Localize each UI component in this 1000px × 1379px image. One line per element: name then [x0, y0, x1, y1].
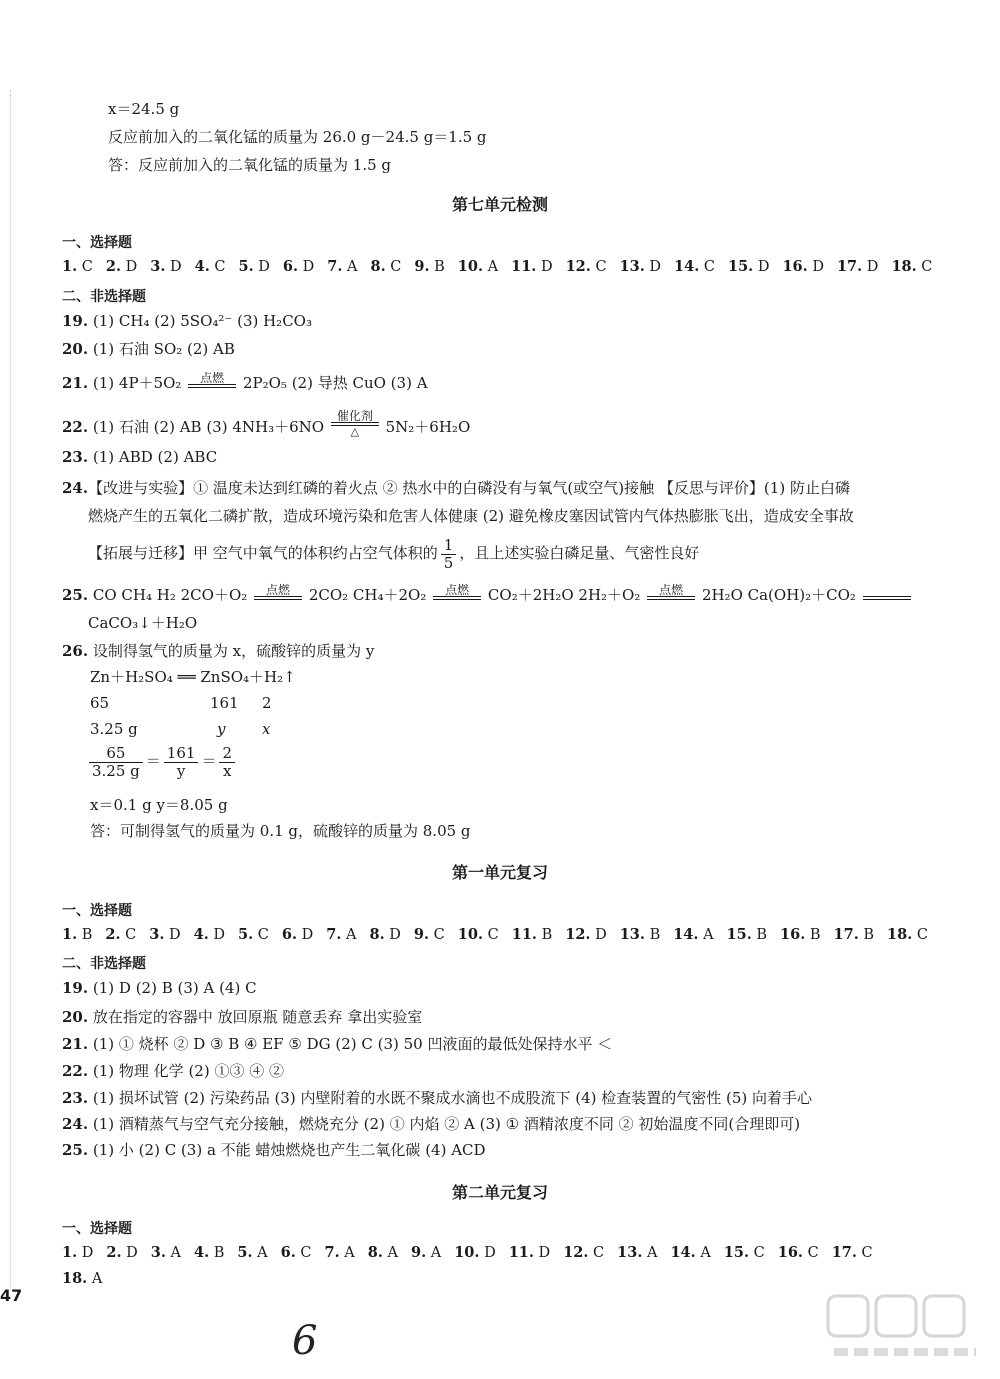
unit7-q26-mass-zn: 65	[90, 694, 110, 712]
denominator: y	[176, 761, 186, 780]
unit2-section-choice: 一、选择题	[62, 1221, 132, 1237]
unit7-q26-mass-h2: 2	[262, 694, 272, 712]
condition-text: 催化剂	[336, 409, 373, 423]
answer-text: (1) 小 (2) C (3) a 不能 蜡烛燃烧也产生二氧化碳 (4) ACD	[92, 1141, 486, 1159]
unit1-q24	[62, 1113, 800, 1134]
choice-item	[565, 927, 606, 943]
choice-item	[780, 927, 821, 943]
reaction-condition	[433, 584, 481, 600]
unit7-q26-var-x: x	[262, 720, 271, 738]
question-number: 15.	[726, 926, 752, 943]
choice-answer: C	[487, 927, 499, 943]
question-number: 13.	[617, 1244, 643, 1261]
unit7-q26-line1	[62, 640, 374, 661]
choice-answer: A	[91, 1271, 103, 1287]
question-number: 2.	[105, 926, 121, 943]
choice-item	[283, 259, 314, 275]
choice-item	[282, 927, 313, 943]
choice-item	[509, 1245, 550, 1261]
choice-answer: B	[863, 927, 875, 943]
denominator: 5	[443, 553, 454, 572]
choice-item	[194, 1245, 224, 1261]
answer-text: (1) ① 烧杯 ② D ③ B ④ EF ⑤ DG (2) C (3) 50 凹液面的最低处保持水平 ＜	[92, 1035, 613, 1053]
fraction	[89, 745, 143, 779]
heat-symbol: △	[350, 425, 360, 438]
answer-text: 甲 空气中氧气的体积约占空气体积的	[193, 544, 438, 562]
question-number: 9.	[414, 258, 430, 275]
question-number: 12.	[565, 258, 591, 275]
choice-answer: A	[347, 259, 358, 275]
unit7-title: 第七单元检测	[451, 195, 548, 214]
question-number: 4.	[193, 926, 209, 943]
question-number: 16.	[780, 926, 806, 943]
question-number: 11.	[511, 258, 537, 275]
unit7-section-choice: 一、选择题	[62, 235, 132, 251]
unit1-mc-answers	[62, 926, 941, 943]
question-number: 17.	[833, 926, 859, 943]
fraction	[441, 537, 457, 571]
choice-answer: C	[807, 1245, 819, 1261]
choice-item	[511, 259, 552, 275]
choice-answer: A	[346, 927, 357, 943]
fraction	[219, 745, 235, 779]
choice-item	[150, 259, 181, 275]
choice-answer: C	[753, 1245, 765, 1261]
question-number: 9.	[410, 1244, 427, 1261]
choice-item	[782, 259, 823, 275]
choice-item	[414, 259, 444, 275]
question-number: 20.	[62, 340, 89, 358]
question-number: 6.	[282, 258, 299, 275]
choice-item	[458, 927, 499, 943]
choice-item	[837, 259, 878, 275]
choice-answer: B	[81, 927, 93, 943]
choice-item	[239, 259, 270, 275]
choice-item	[106, 1245, 137, 1261]
fraction	[164, 745, 199, 779]
choice-item	[327, 259, 357, 275]
choice-item	[512, 927, 553, 943]
question-number: 18.	[891, 258, 917, 275]
question-number: 18.	[887, 926, 913, 943]
choice-answer: D	[866, 259, 879, 275]
question-number: 22.	[62, 418, 89, 436]
choice-answer: D	[213, 927, 226, 943]
choice-answer: D	[757, 259, 770, 275]
choice-answer: C	[921, 259, 933, 275]
choice-item	[778, 1245, 819, 1261]
numerator: 2	[219, 745, 235, 763]
unit2-mc-answers	[62, 1244, 886, 1261]
question-number: 11.	[511, 926, 537, 943]
choice-item	[674, 259, 715, 275]
choice-item	[326, 927, 356, 943]
unit1-section-choice: 一、选择题	[62, 903, 132, 919]
page-number: 47	[0, 1286, 23, 1305]
choice-answer: D	[125, 259, 138, 275]
unit7-q26-mass-znso4: 161	[210, 694, 239, 712]
unit1-q19	[62, 979, 257, 997]
question-number: 3.	[150, 258, 166, 275]
question-number: 22.	[62, 1062, 89, 1080]
unit2-mc-answers-overflow	[62, 1270, 102, 1287]
choice-item	[727, 927, 768, 943]
question-number: 4.	[194, 1244, 210, 1261]
choice-item	[149, 927, 180, 943]
choice-answer: D	[258, 259, 270, 275]
choice-answer: B	[213, 1245, 225, 1261]
choice-item	[368, 1245, 398, 1261]
question-number: 10.	[454, 1244, 480, 1261]
unit7-q22	[62, 409, 471, 442]
question-number: 19.	[62, 312, 89, 330]
question-number: 12.	[563, 1244, 589, 1261]
answer-text: (1) 石油 SO₂ (2) AB	[92, 340, 235, 358]
choice-item	[325, 1245, 355, 1261]
answer-text: 放在指定的容器中 放回原瓶 随意丢弃 拿出实验室	[92, 1008, 423, 1026]
question-number: 2.	[105, 258, 121, 275]
choice-item	[670, 1245, 710, 1261]
question-number: 15.	[723, 1244, 750, 1261]
question-number: 21.	[62, 374, 89, 392]
unit7-q25-line2: CaCO₃↓＋H₂O	[88, 614, 198, 632]
answer-text: (1) ABD (2) ABC	[92, 448, 218, 466]
choice-answer: C	[916, 927, 928, 943]
binding-margin	[10, 90, 11, 1290]
denominator: x	[222, 761, 232, 780]
unit7-q24-line2: 燃烧产生的五氧化二磷扩散，造成环境污染和危害人体健康 (2) 避免橡皮塞因试管内气体热膨胀飞出，造成安全事故	[88, 507, 854, 525]
choice-item	[414, 927, 445, 943]
condition-text: 点燃	[659, 583, 684, 597]
choice-answer: A	[170, 1245, 182, 1261]
unit7-q26-answer: 答：可制得氢气的质量为 0.1 g，硫酸锌的质量为 8.05 g	[90, 822, 471, 840]
unit1-section-nonchoice: 二、非选择题	[62, 956, 146, 972]
answer-text: (1) 物理 化学 (2) ①③ ④ ②	[92, 1062, 284, 1080]
question-number: 16.	[782, 258, 808, 275]
question-number: 8.	[367, 1244, 383, 1261]
choice-item	[371, 259, 402, 275]
numerator: 1	[441, 537, 457, 555]
choice-item	[620, 259, 661, 275]
question-number: 6.	[280, 1244, 296, 1261]
choice-answer: C	[595, 259, 607, 275]
choice-item	[62, 1245, 93, 1261]
answer-text: (1) 防止白磷	[763, 479, 850, 497]
choice-answer: C	[300, 1245, 312, 1261]
choice-item	[891, 259, 932, 275]
unit1-q25	[62, 1139, 486, 1160]
unit7-q26-given: 3.25 g	[90, 720, 138, 738]
question-number: 1.	[62, 1244, 78, 1261]
handwritten-mark: 6	[292, 1318, 318, 1364]
unit7-q24-line1	[62, 477, 850, 498]
choice-answer: A	[700, 1245, 711, 1261]
choice-answer: D	[169, 927, 181, 943]
question-number: 7.	[324, 1244, 340, 1261]
watermark-logo	[820, 1290, 990, 1370]
question-number: 19.	[62, 979, 89, 997]
choice-answer: A	[646, 1245, 658, 1261]
choice-answer: C	[257, 927, 269, 943]
unit7-q24-line3	[88, 537, 699, 571]
choice-answer: C	[861, 1245, 873, 1261]
choice-answer: D	[301, 927, 314, 943]
answer-text: 2H₂O Ca(OH)₂＋CO₂	[701, 586, 856, 604]
question-number: 12.	[565, 926, 591, 943]
choice-item	[563, 1245, 604, 1261]
numerator: 65	[89, 745, 143, 763]
question-number: 14.	[674, 258, 700, 275]
question-number: 5.	[237, 1244, 253, 1261]
question-number: 8.	[370, 258, 386, 275]
question-number: 14.	[670, 1244, 696, 1261]
question-number: 4.	[194, 258, 210, 275]
intro-line-3: 答：反应前加入的二氧化锰的质量为 1.5 g	[108, 156, 391, 174]
choice-item	[620, 927, 661, 943]
question-number: 23.	[62, 448, 89, 466]
unit1-title: 第一单元复习	[451, 863, 548, 882]
unit1-q21	[62, 1033, 612, 1054]
intro-line-1: x＝24.5 g	[108, 100, 180, 118]
equation-right: 5N₂＋6H₂O	[385, 418, 471, 436]
choice-item	[458, 259, 498, 275]
choice-item	[105, 927, 136, 943]
question-number: 26.	[62, 642, 89, 660]
choice-answer: D	[649, 259, 662, 275]
question-number: 25.	[62, 586, 89, 604]
choice-answer: A	[430, 1245, 442, 1261]
equation-left: (1) 4P＋5O₂	[92, 374, 182, 392]
question-number: 7.	[327, 258, 343, 275]
numerator: 161	[164, 745, 199, 763]
choice-item	[281, 1245, 312, 1261]
choice-item	[151, 1245, 181, 1261]
question-number: 24.	[62, 479, 89, 497]
choice-answer: B	[434, 259, 445, 275]
question-number: 3.	[150, 1244, 166, 1261]
unit7-q20	[62, 338, 235, 359]
answer-text: (1) 酒精蒸气与空气充分接触，燃烧充分 (2) ① 内焰 ② A (3) ① 酒精浓度不同 ② 初始温度不同(合理即可)	[92, 1115, 801, 1133]
question-number: 13.	[619, 258, 645, 275]
reaction-condition	[863, 584, 911, 600]
choice-item	[195, 259, 226, 275]
choice-answer: D	[812, 259, 824, 275]
choice-answer: D	[126, 1245, 138, 1261]
choice-item	[62, 927, 92, 943]
question-number: 9.	[413, 926, 430, 943]
choice-item	[411, 1245, 441, 1261]
unit7-q26-result: x＝0.1 g y＝8.05 g	[90, 796, 228, 814]
unit7-q23	[62, 448, 217, 466]
question-number: 7.	[326, 926, 342, 943]
question-number: 23.	[62, 1089, 89, 1107]
question-number: 2.	[106, 1244, 122, 1261]
unit7-q21	[62, 372, 428, 393]
choice-answer: B	[756, 927, 768, 943]
choice-item	[728, 259, 769, 275]
question-number: 21.	[62, 1035, 89, 1053]
choice-answer: A	[703, 927, 714, 943]
choice-answer: A	[387, 1245, 398, 1261]
question-number: 11.	[508, 1244, 534, 1261]
choice-answer: B	[541, 927, 553, 943]
unit7-q19	[62, 312, 312, 330]
answer-text: (1) 损坏试管 (2) 污染药品 (3) 内壁附着的水既不聚成水滴也不成股流下 (4) 检查装置的气密性 (5) 向着手心	[92, 1089, 813, 1107]
choice-answer: B	[809, 927, 821, 943]
choice-item	[194, 927, 225, 943]
question-number: 24.	[62, 1115, 89, 1133]
question-number: 5.	[238, 926, 254, 943]
question-number: 25.	[62, 1141, 89, 1159]
unit2-title: 第二单元复习	[451, 1183, 548, 1202]
question-number: 8.	[369, 926, 385, 943]
reaction-condition	[331, 410, 379, 438]
bracket-heading: 【反思与评价】	[658, 479, 764, 497]
question-number: 3.	[149, 926, 165, 943]
choice-answer: D	[538, 1245, 551, 1261]
reaction-condition	[254, 584, 302, 600]
choice-answer: B	[649, 927, 661, 943]
question-number: 10.	[457, 258, 484, 275]
choice-answer: D	[81, 1245, 94, 1261]
unit7-q26-equation: Zn＋H₂SO₄ ══ ZnSO₄＋H₂↑	[90, 668, 296, 686]
answer-text: ，且上述实验白磷足量、气密性良好	[459, 544, 700, 562]
question-number: 15.	[727, 258, 754, 275]
reaction-condition	[647, 584, 695, 600]
question-number: 20.	[62, 1008, 89, 1026]
reaction-condition	[188, 372, 236, 388]
choice-item	[106, 259, 137, 275]
answer-text: (1) D (2) B (3) A (4) C	[92, 979, 257, 997]
question-number: 17.	[836, 258, 863, 275]
choice-answer: A	[257, 1245, 268, 1261]
choice-item	[887, 927, 928, 943]
choice-answer: D	[484, 1245, 496, 1261]
unit7-section-nonchoice: 二、非选择题	[62, 289, 146, 305]
choice-answer: D	[595, 927, 607, 943]
question-number: 18.	[62, 1270, 88, 1287]
question-number: 1.	[62, 258, 78, 275]
condition-text: 点燃	[445, 583, 470, 597]
choice-answer: A	[344, 1245, 355, 1261]
intro-line-2: 反应前加入的二氧化锰的质量为 26.0 g－24.5 g＝1.5 g	[108, 128, 487, 146]
choice-answer: C	[703, 259, 715, 275]
denominator: 3.25 g	[92, 761, 140, 780]
bracket-heading: 【改进与实验】	[88, 479, 194, 497]
choice-item	[834, 927, 875, 943]
choice-answer: D	[302, 259, 315, 275]
unit7-q26-var-y: y	[217, 720, 226, 738]
choice-item	[832, 1245, 873, 1261]
question-number: 5.	[238, 258, 254, 275]
choice-answer: C	[214, 259, 226, 275]
choice-answer: C	[390, 259, 402, 275]
question-number: 14.	[673, 926, 699, 943]
question-number: 17.	[831, 1244, 857, 1261]
choice-answer: C	[81, 259, 93, 275]
choice-answer: D	[540, 259, 553, 275]
answer-text: ① 温度未达到红磷的着火点 ② 热水中的白磷没有与氧气(或空气)接触	[193, 479, 659, 497]
choice-answer: D	[170, 259, 182, 275]
unit1-q20	[62, 1006, 422, 1027]
unit7-q25-line1	[62, 584, 913, 605]
choice-item	[370, 927, 401, 943]
unit1-q22	[62, 1060, 284, 1081]
question-number: 13.	[619, 926, 645, 943]
choice-item	[237, 1245, 267, 1261]
choice-answer: D	[389, 927, 401, 943]
equation-left: (1) 石油 (2) AB (3) 4NH₃＋6NO	[92, 418, 325, 436]
choice-answer: C	[433, 927, 445, 943]
choice-answer: C	[125, 927, 137, 943]
answer-text: CO₂＋2H₂O 2H₂＋O₂	[487, 586, 641, 604]
choice-item	[673, 927, 713, 943]
condition-text: 点燃	[266, 583, 291, 597]
choice-item	[454, 1245, 495, 1261]
condition-text: 点燃	[200, 371, 225, 385]
choice-answer: A	[487, 259, 499, 275]
answer-text: 设制得氢气的质量为 x，硫酸锌的质量为 y	[92, 642, 375, 660]
question-number: 10.	[457, 926, 484, 943]
unit7-mc-answers	[62, 258, 945, 275]
choice-item	[617, 1245, 657, 1261]
equation-right: 2P₂O₅ (2) 导热 CuO (3) A	[242, 374, 428, 392]
question-number: 16.	[777, 1244, 803, 1261]
choice-item	[238, 927, 269, 943]
unit1-q23	[62, 1087, 812, 1108]
condition-spacer	[863, 584, 911, 596]
choice-answer: C	[593, 1245, 605, 1261]
question-number: 6.	[281, 926, 298, 943]
choice-item	[724, 1245, 765, 1261]
question-number: 1.	[62, 926, 78, 943]
bracket-heading: 【拓展与迁移】	[88, 544, 194, 562]
unit7-q26-proportion: $\frac{65}{3.25 g}$ ＝ $\frac{161}{y}$ ＝ $\frac{2}{x}$	[86, 745, 238, 779]
choice-item	[566, 259, 607, 275]
answer-text: (1) CH₄ (2) 5SO₄²⁻ (3) H₂CO₃	[92, 312, 312, 330]
answer-text: 2CO₂ CH₄＋2O₂	[308, 586, 427, 604]
choice-item	[62, 259, 93, 275]
answer-text: CO CH₄ H₂ 2CO＋O₂	[92, 586, 248, 604]
